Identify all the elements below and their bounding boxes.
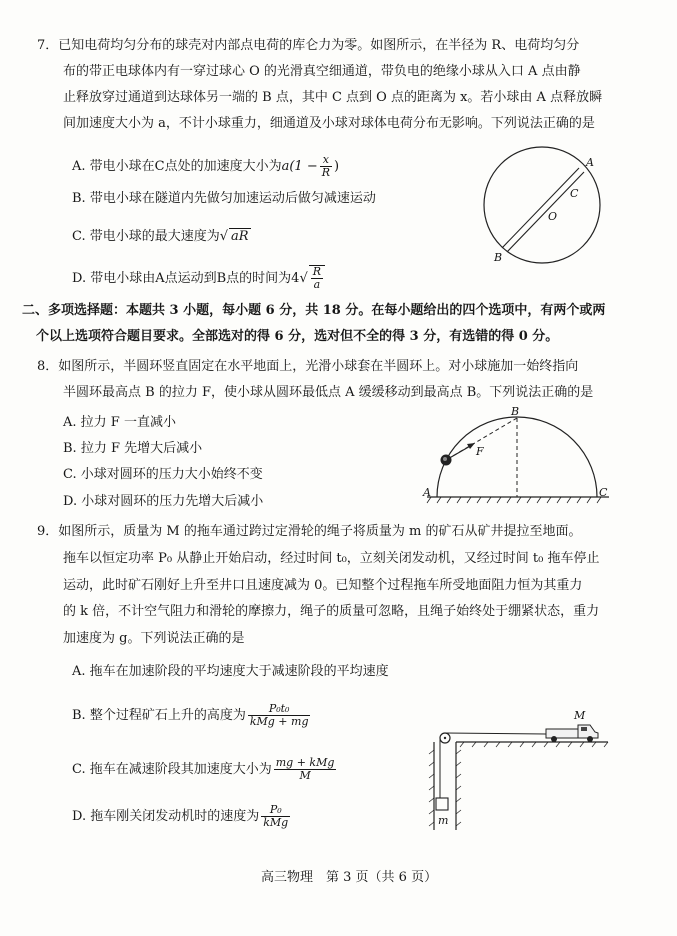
q7-stem-line-1: 7．已知电荷均匀分布的球壳对内部点电荷的库仑力为零。如图所示，在半径为 R、电荷均匀分 [37,38,580,53]
q9-stem-line-3: 运动，此时矿石刚好上升至井口且速度减为 0。已知整个过程拖车所受地面阻力恒为其重力 [63,578,583,593]
q9-stem-line-1: 9．如图所示，质量为 M 的拖车通过跨过定滑轮的绳子将质量为 m 的矿石从矿井提拉至地面。 [37,524,582,539]
q7-option-d: D. 带电小球由A点运动到B点的时间为4√ $\frac{R}{a}$ [72,265,325,291]
label-c: C [570,187,579,200]
label-o: O [548,210,558,223]
q7-stem-line-4: 间加速度大小为 a，不计小球重力，细通道及小球对球体电荷分布无影响。下列说法正确的是 [63,116,595,131]
section-2-header-line-2: 个以上选项符合题目要求。全部选对的得 6 分，选对但不全的得 3 分，有选错的得 0 分。 [36,329,559,344]
q7-option-c: C. 带电小球的最大速度为√ aR [72,229,249,244]
label-b: B [494,251,503,264]
label-b: B [511,405,520,418]
q9-stem-line-4: 的 k 倍，不计空气阻力和滑轮的摩擦力，绳子的质量可忽略，且绳子始终处于绷紧状态，重力 [63,604,600,619]
q7-option-a: A. 带电小球在C点处的加速度大小为a(1 − $\frac{x}{R}$ ) [72,153,340,179]
label-a: A [586,156,594,169]
q8-option-b: B. 拉力 F 先增大后减小 [63,441,203,456]
q7-stem-line-3: 止释放穿过通道到达球体另一端的 B 点，其中 C 点到 O 点的距离为 x。若小球由 A 点释放瞬 [63,90,603,105]
q8-option-a: A. 拉力 F 一直减小 [63,415,176,430]
q9-stem-line-5: 加速度为 g。下列说法正确的是 [63,631,245,646]
q8-stem-line-1: 8．如图所示，半圆环竖直固定在水平地面上，光滑小球套在半圆环上。对小球施加一始终指向 [37,359,579,374]
q9-option-b: B. 整个过程矿石上升的高度为 $\frac{\text{P₀t₀}}{\text{kMg + mg}}$ [72,702,309,728]
label-a: A [423,486,431,499]
q8-option-d: D. 小球对圆环的压力先增大后减小 [63,494,264,509]
section-2-header-line-1: 二、多项选择题：本题共 3 小题，每小题 6 分，共 18 分。在每小题给出的四个选项中，有两个或两 [22,303,606,318]
q9-option-a: A. 拖车在加速阶段的平均速度大于减速阶段的平均速度 [72,664,389,679]
q9-stem-line-2: 拖车以恒定功率 P₀ 从静止开始启动，经过时间 t₀，立刻关闭发动机，又经过时间 t₀ 拖车停止 [63,551,600,566]
q8-stem-line-2: 半圆环最高点 B 的拉力 F，使小球从圆环最低点 A 缓缓移动到最高点 B。下列说法正确的是 [63,385,594,400]
q9-option-d: D. 拖车刚关闭发动机时的速度为 $\frac{\text{P₀}}{\text{kMg}}$ [72,803,289,829]
label-f: F [476,445,484,458]
q7-option-b: B. 带电小球在隧道内先做匀加速运动后做匀减速运动 [72,191,376,206]
q9-option-c: C. 拖车在减速阶段其加速度大小为 $\frac{\text{mg + kMg}}{M}$ [72,756,335,782]
semicircle-figure [415,402,615,510]
q8-option-c: C. 小球对圆环的压力大小始终不变 [63,467,263,482]
page-footer: 高三物理 第 3 页（共 6 页） [261,870,438,885]
mine-truck-figure [422,706,618,834]
q7-stem-line-2: 布的带正电球体内有一穿过球心 O 的光滑真空细通道，带负电的绝缘小球从入口 A 点由静 [63,64,581,79]
sphere-figure [470,145,620,270]
label-ore-mass: m [438,814,449,827]
label-truck-mass: M [574,709,586,722]
label-c: C [599,486,608,499]
